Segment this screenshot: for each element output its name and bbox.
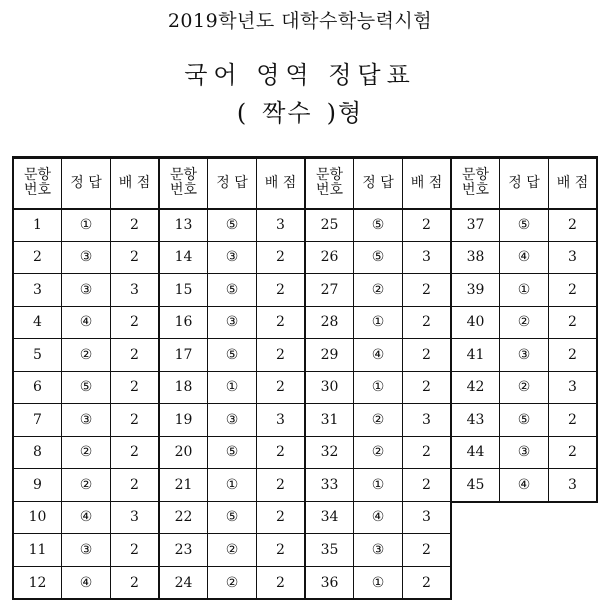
answer: ②: [500, 306, 549, 339]
answer: ②: [208, 566, 257, 599]
table-row: [452, 209, 596, 242]
table-row: [14, 209, 158, 242]
answer-key-table: [12, 156, 594, 596]
header-answer: 정 답: [208, 159, 257, 209]
points: 2: [548, 306, 596, 339]
points: 2: [256, 339, 304, 372]
question-number: 18: [160, 371, 208, 404]
table-row: [160, 404, 304, 437]
points: 2: [110, 371, 158, 404]
question-number: 8: [14, 436, 62, 469]
points: 2: [402, 209, 450, 242]
exam-title: 2019학년도 대학수학능력시험: [167, 10, 433, 32]
points: 3: [110, 501, 158, 534]
question-number: 5: [14, 339, 62, 372]
table-row: [160, 469, 304, 502]
table-row: [306, 566, 450, 599]
points: 2: [110, 241, 158, 274]
question-number: 42: [452, 371, 500, 404]
answer: ①: [208, 371, 257, 404]
table-row: [160, 339, 304, 372]
question-number: 21: [160, 469, 208, 502]
answer: ①: [354, 306, 403, 339]
question-number: 41: [452, 339, 500, 372]
points: 2: [110, 209, 158, 242]
question-number: 16: [160, 306, 208, 339]
question-number: 9: [14, 469, 62, 502]
answer: ②: [354, 274, 403, 307]
table-row: [14, 274, 158, 307]
header-answer: 정 답: [500, 159, 549, 209]
header-points: 배 점: [110, 159, 158, 209]
answer: ④: [500, 469, 549, 502]
answer-column: [450, 156, 598, 503]
table-row: [160, 241, 304, 274]
header-points: 배 점: [256, 159, 304, 209]
points: 3: [110, 274, 158, 307]
question-number: 12: [14, 566, 62, 599]
answer: ③: [62, 274, 111, 307]
question-number: 33: [306, 469, 354, 502]
answer: ②: [354, 404, 403, 437]
points: 3: [548, 371, 596, 404]
question-number: 19: [160, 404, 208, 437]
table-row: [306, 306, 450, 339]
table-row: [14, 566, 158, 599]
header-question-number: 문항 번호: [14, 159, 62, 209]
points: 2: [402, 534, 450, 567]
points: 2: [548, 209, 596, 242]
question-number: 20: [160, 436, 208, 469]
subject-title: 국어 영역 정답표: [184, 61, 416, 89]
table-row: [452, 469, 596, 502]
points: 2: [402, 339, 450, 372]
table-row: [306, 469, 450, 502]
question-number: 38: [452, 241, 500, 274]
table-row: [306, 371, 450, 404]
answer: ④: [62, 566, 111, 599]
points: 2: [256, 566, 304, 599]
points: 2: [256, 436, 304, 469]
table-row: [160, 274, 304, 307]
question-number: 25: [306, 209, 354, 242]
question-number: 23: [160, 534, 208, 567]
answer: ②: [62, 469, 111, 502]
answer: ⑤: [208, 339, 257, 372]
points: 2: [110, 436, 158, 469]
answer: ①: [62, 209, 111, 242]
table-row: [452, 404, 596, 437]
answer: ⑤: [208, 209, 257, 242]
question-number: 43: [452, 404, 500, 437]
table-row: [452, 241, 596, 274]
table-row: [452, 306, 596, 339]
table-row: [14, 534, 158, 567]
answer: ③: [208, 241, 257, 274]
question-number: 10: [14, 501, 62, 534]
header-question-number: 문항 번호: [452, 159, 500, 209]
points: 3: [548, 469, 596, 502]
exam-type-open: (: [236, 99, 249, 127]
answer-column: [304, 156, 452, 600]
answer: ④: [354, 501, 403, 534]
points: 3: [548, 241, 596, 274]
points: 2: [256, 469, 304, 502]
answer: ⑤: [500, 209, 549, 242]
question-number: 14: [160, 241, 208, 274]
question-number: 36: [306, 566, 354, 599]
question-number: 30: [306, 371, 354, 404]
table-row: [160, 436, 304, 469]
points: 3: [256, 404, 304, 437]
table-row: [452, 436, 596, 469]
table-row: [160, 209, 304, 242]
points: 2: [402, 436, 450, 469]
question-number: 34: [306, 501, 354, 534]
table-row: [306, 209, 450, 242]
question-number: 31: [306, 404, 354, 437]
points: 2: [110, 469, 158, 502]
answer: ③: [500, 339, 549, 372]
header-question-number: 문항 번호: [306, 159, 354, 209]
points: 2: [256, 501, 304, 534]
question-number: 22: [160, 501, 208, 534]
table-row: [14, 306, 158, 339]
question-number: 26: [306, 241, 354, 274]
header-answer: 정 답: [62, 159, 111, 209]
question-number: 2: [14, 241, 62, 274]
answer: ④: [62, 306, 111, 339]
table-row: [452, 339, 596, 372]
question-number: 27: [306, 274, 354, 307]
answer: ②: [500, 371, 549, 404]
answer: ③: [62, 404, 111, 437]
answer-column: [158, 156, 306, 600]
points: 3: [402, 404, 450, 437]
answer: ⑤: [500, 404, 549, 437]
question-number: 32: [306, 436, 354, 469]
table-row: [14, 404, 158, 437]
answer: ④: [62, 501, 111, 534]
points: 3: [402, 501, 450, 534]
table-row: [452, 371, 596, 404]
question-number: 1: [14, 209, 62, 242]
header-points: 배 점: [548, 159, 596, 209]
points: 2: [548, 339, 596, 372]
points: 2: [256, 371, 304, 404]
exam-type-value: 짝수: [262, 99, 313, 127]
question-number: 17: [160, 339, 208, 372]
header-points: 배 점: [402, 159, 450, 209]
table-row: [160, 371, 304, 404]
table-row: [160, 534, 304, 567]
table-row: [160, 306, 304, 339]
points: 2: [548, 274, 596, 307]
question-number: 24: [160, 566, 208, 599]
points: 2: [548, 436, 596, 469]
answer: ③: [62, 241, 111, 274]
table-row: [306, 241, 450, 274]
question-number: 45: [452, 469, 500, 502]
table-row: [306, 274, 450, 307]
answer: ③: [208, 306, 257, 339]
table-row: [14, 436, 158, 469]
points: 2: [110, 534, 158, 567]
answer: ④: [354, 339, 403, 372]
points: 3: [402, 241, 450, 274]
answer: ③: [62, 534, 111, 567]
exam-type-close: )형: [326, 99, 364, 127]
question-number: 35: [306, 534, 354, 567]
header-answer: 정 답: [354, 159, 403, 209]
table-row: [160, 566, 304, 599]
table-row: [14, 469, 158, 502]
table-row: [306, 534, 450, 567]
question-number: 44: [452, 436, 500, 469]
points: 2: [110, 306, 158, 339]
answer: ①: [354, 566, 403, 599]
answer-column: [12, 156, 160, 600]
question-number: 40: [452, 306, 500, 339]
points: 2: [256, 274, 304, 307]
table-row: [306, 436, 450, 469]
question-number: 13: [160, 209, 208, 242]
table-row: [14, 241, 158, 274]
question-number: 11: [14, 534, 62, 567]
answer: ②: [62, 436, 111, 469]
question-number: 37: [452, 209, 500, 242]
table-row: [14, 371, 158, 404]
points: 2: [402, 274, 450, 307]
answer: ③: [354, 534, 403, 567]
question-number: 28: [306, 306, 354, 339]
points: 2: [110, 404, 158, 437]
table-row: [452, 274, 596, 307]
table-row: [160, 501, 304, 534]
table-row: [306, 339, 450, 372]
points: 2: [402, 306, 450, 339]
answer: ⑤: [354, 209, 403, 242]
table-row: [306, 501, 450, 534]
answer: ①: [208, 469, 257, 502]
question-number: 6: [14, 371, 62, 404]
exam-type: [0, 93, 600, 128]
points: 2: [256, 534, 304, 567]
table-row: [306, 404, 450, 437]
points: 2: [256, 306, 304, 339]
answer: ⑤: [208, 436, 257, 469]
question-number: 7: [14, 404, 62, 437]
answer: ①: [500, 274, 549, 307]
points: 2: [548, 404, 596, 437]
question-number: 29: [306, 339, 354, 372]
answer: ④: [500, 241, 549, 274]
question-number: 3: [14, 274, 62, 307]
answer: ⑤: [62, 371, 111, 404]
question-number: 39: [452, 274, 500, 307]
question-number: 4: [14, 306, 62, 339]
answer: ⑤: [354, 241, 403, 274]
table-row: [14, 501, 158, 534]
answer: ③: [500, 436, 549, 469]
table-row: [14, 339, 158, 372]
points: 2: [110, 339, 158, 372]
points: 2: [402, 566, 450, 599]
points: 2: [402, 371, 450, 404]
answer: ⑤: [208, 274, 257, 307]
points: 3: [256, 209, 304, 242]
answer: ③: [208, 404, 257, 437]
answer: ①: [354, 371, 403, 404]
answer: ⑤: [208, 501, 257, 534]
question-number: 15: [160, 274, 208, 307]
answer: ②: [208, 534, 257, 567]
answer: ①: [354, 469, 403, 502]
answer: ②: [62, 339, 111, 372]
answer: ②: [354, 436, 403, 469]
points: 2: [256, 241, 304, 274]
header-question-number: 문항 번호: [160, 159, 208, 209]
points: 2: [110, 566, 158, 599]
points: 2: [402, 469, 450, 502]
